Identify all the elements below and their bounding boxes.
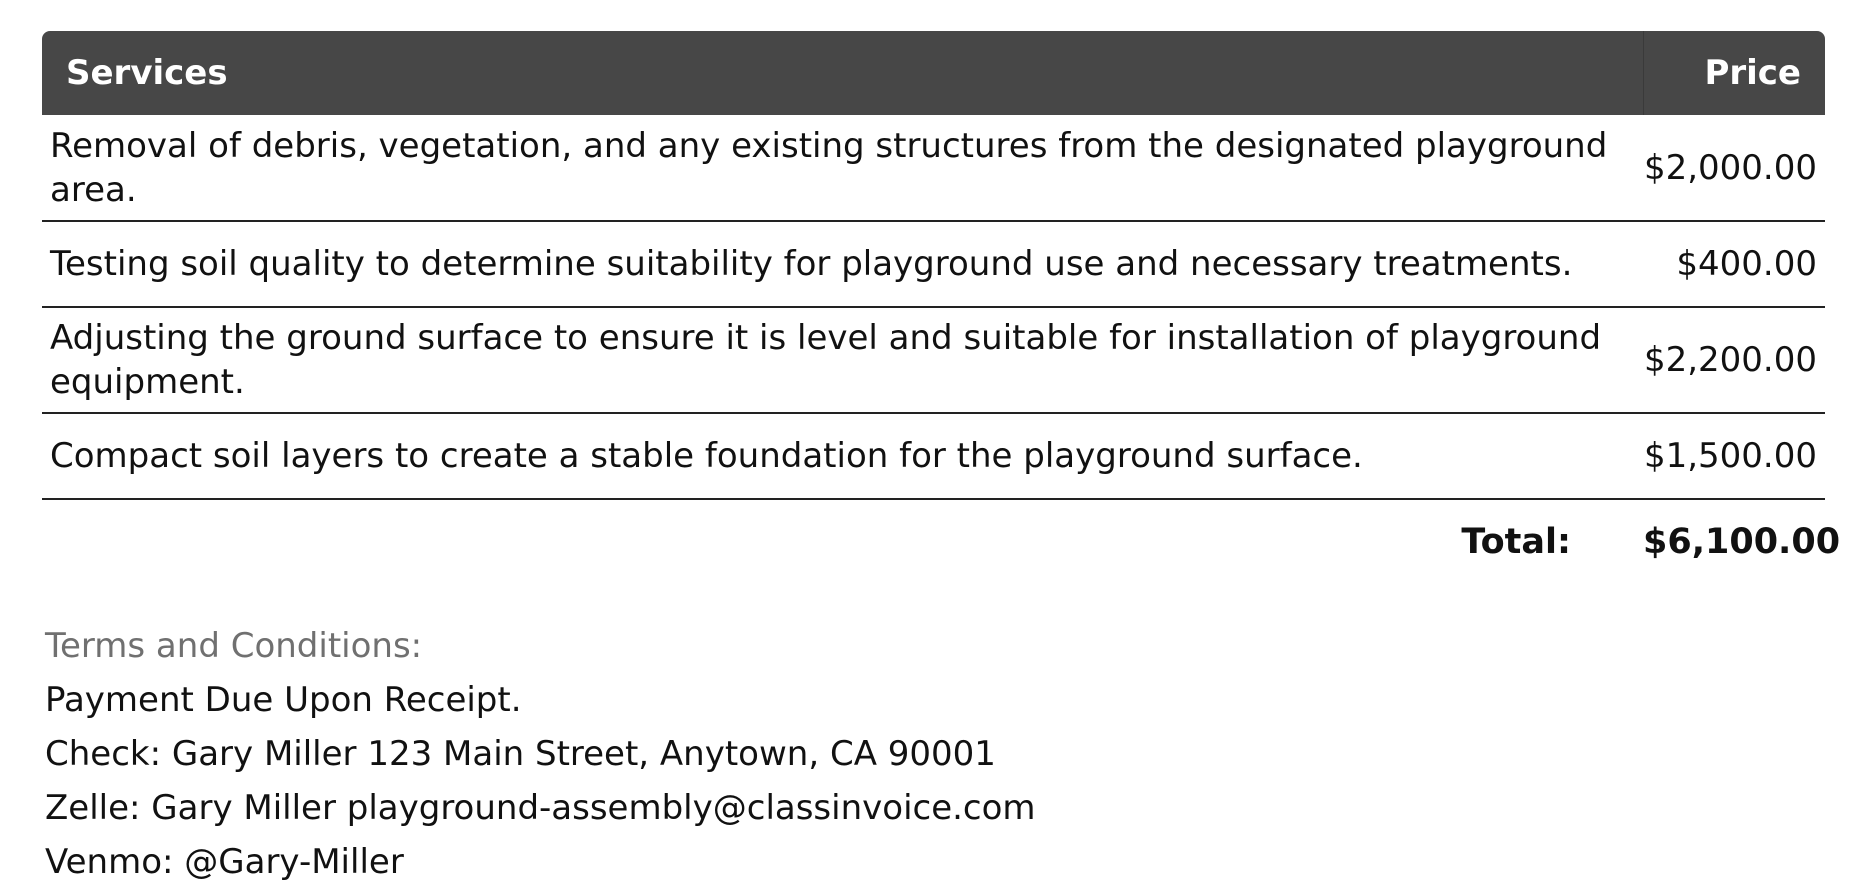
total-row [42, 500, 1841, 584]
services-table [42, 31, 1825, 500]
total-amount: $6,100.00 [1643, 522, 1841, 562]
price-column-header: Price [1643, 31, 1825, 115]
table-row [42, 413, 1825, 499]
terms-line-zelle: Zelle: Gary Miller playground-assembly@classinvoice.com [45, 788, 1036, 828]
service-price: $2,200.00 [1643, 307, 1825, 413]
table-header-row [42, 31, 1825, 115]
service-price: $400.00 [1643, 221, 1825, 307]
service-description: Compact soil layers to create a stable foundation for the playground surface. [42, 413, 1643, 499]
terms-line-check: Check: Gary Miller 123 Main Street, Anytown, CA 90001 [45, 734, 996, 774]
services-column-header: Services [42, 31, 1643, 115]
terms-line-venmo: Venmo: @Gary-Miller [45, 842, 404, 882]
service-description: Adjusting the ground surface to ensure it is level and suitable for installation of playground equipment. [42, 307, 1643, 413]
service-description: Testing soil quality to determine suitability for playground use and necessary treatments. [42, 221, 1643, 307]
service-price: $2,000.00 [1643, 115, 1825, 221]
total-label: Total: [1461, 522, 1571, 562]
table-row [42, 115, 1825, 221]
service-description: Removal of debris, vegetation, and any existing structures from the designated playground area. [42, 115, 1643, 221]
service-price: $1,500.00 [1643, 413, 1825, 499]
terms-title: Terms and Conditions: [45, 626, 423, 666]
table-row [42, 221, 1825, 307]
terms-line-payment-due: Payment Due Upon Receipt. [45, 680, 522, 720]
table-row [42, 307, 1825, 413]
terms-section [45, 619, 1036, 889]
invoice-services [42, 31, 1841, 584]
